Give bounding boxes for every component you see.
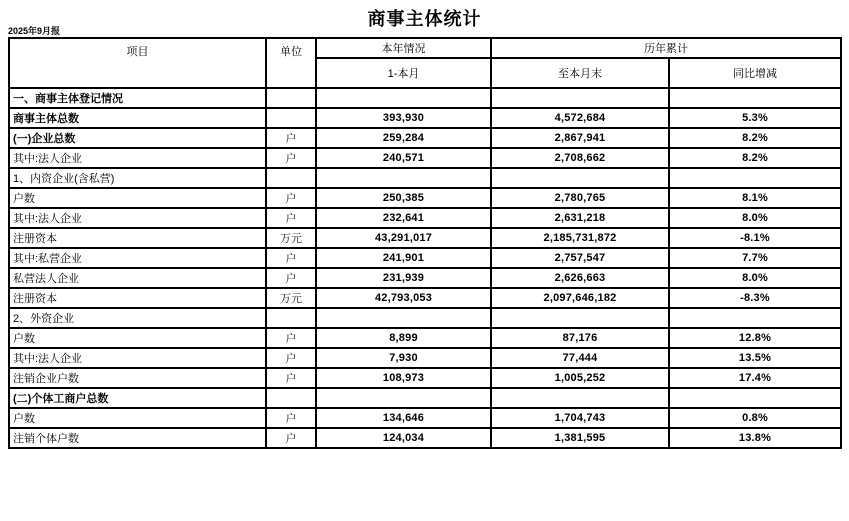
value-this-month: 134,646 bbox=[316, 408, 491, 428]
value-yoy: 8.1% bbox=[669, 188, 841, 208]
row-unit bbox=[266, 88, 316, 108]
table-row bbox=[9, 188, 841, 208]
row-unit: 万元 bbox=[266, 228, 316, 248]
row-label: 注册资本 bbox=[9, 288, 266, 308]
value-this-month bbox=[316, 88, 491, 108]
row-unit: 万元 bbox=[266, 288, 316, 308]
value-this-month bbox=[316, 168, 491, 188]
value-yoy: 8.0% bbox=[669, 268, 841, 288]
table-row bbox=[9, 348, 841, 368]
header-item: 项目 bbox=[9, 38, 266, 88]
value-month-end: 2,097,646,182 bbox=[491, 288, 669, 308]
table-row bbox=[9, 148, 841, 168]
table-row bbox=[9, 168, 841, 188]
row-label: 其中:法人企业 bbox=[9, 148, 266, 168]
row-unit: 户 bbox=[266, 348, 316, 368]
table-row bbox=[9, 388, 841, 408]
table-row bbox=[9, 228, 841, 248]
row-unit bbox=[266, 388, 316, 408]
row-unit: 户 bbox=[266, 208, 316, 228]
value-yoy: 12.8% bbox=[669, 328, 841, 348]
value-month-end: 1,704,743 bbox=[491, 408, 669, 428]
header-sub-this-month: 1-本月 bbox=[316, 58, 491, 88]
value-month-end bbox=[491, 308, 669, 328]
value-this-month: 250,385 bbox=[316, 188, 491, 208]
row-label: 注销个体户数 bbox=[9, 428, 266, 448]
value-this-month: 232,641 bbox=[316, 208, 491, 228]
value-this-month: 393,930 bbox=[316, 108, 491, 128]
table-row bbox=[9, 368, 841, 388]
period-label: 2025年9月报 bbox=[8, 26, 61, 36]
value-month-end: 2,631,218 bbox=[491, 208, 669, 228]
value-month-end: 2,708,662 bbox=[491, 148, 669, 168]
table-row bbox=[9, 88, 841, 108]
row-label: 其中:法人企业 bbox=[9, 208, 266, 228]
row-unit: 户 bbox=[266, 248, 316, 268]
value-yoy bbox=[669, 168, 841, 188]
value-this-month: 108,973 bbox=[316, 368, 491, 388]
row-unit: 户 bbox=[266, 408, 316, 428]
value-this-month: 240,571 bbox=[316, 148, 491, 168]
row-label: 注册资本 bbox=[9, 228, 266, 248]
row-label: 户数 bbox=[9, 188, 266, 208]
row-label: (一)企业总数 bbox=[9, 128, 266, 148]
value-month-end: 2,867,941 bbox=[491, 128, 669, 148]
row-label: 注销企业户数 bbox=[9, 368, 266, 388]
value-yoy: -8.3% bbox=[669, 288, 841, 308]
row-unit: 户 bbox=[266, 128, 316, 148]
row-label: 商事主体总数 bbox=[9, 108, 266, 128]
value-this-month: 7,930 bbox=[316, 348, 491, 368]
value-yoy: 8.0% bbox=[669, 208, 841, 228]
row-label: 1、内资企业(含私营) bbox=[9, 168, 266, 188]
row-label: 2、外资企业 bbox=[9, 308, 266, 328]
value-month-end: 2,780,765 bbox=[491, 188, 669, 208]
table-row bbox=[9, 308, 841, 328]
table-row bbox=[9, 208, 841, 228]
table-row bbox=[9, 288, 841, 308]
table-row bbox=[9, 408, 841, 428]
table-row bbox=[9, 328, 841, 348]
value-this-month bbox=[316, 308, 491, 328]
statistics-table bbox=[8, 37, 842, 449]
value-month-end bbox=[491, 388, 669, 408]
table-row bbox=[9, 248, 841, 268]
header-sub-yoy: 同比增减 bbox=[669, 58, 841, 88]
row-label: 户数 bbox=[9, 408, 266, 428]
header-sub-month-end: 至本月末 bbox=[491, 58, 669, 88]
value-month-end: 4,572,684 bbox=[491, 108, 669, 128]
value-month-end bbox=[491, 168, 669, 188]
value-yoy: -8.1% bbox=[669, 228, 841, 248]
value-yoy: 8.2% bbox=[669, 148, 841, 168]
value-yoy: 13.5% bbox=[669, 348, 841, 368]
row-label: 其中:私营企业 bbox=[9, 248, 266, 268]
row-unit: 户 bbox=[266, 368, 316, 388]
value-this-month: 231,939 bbox=[316, 268, 491, 288]
value-yoy bbox=[669, 308, 841, 328]
value-month-end: 1,005,252 bbox=[491, 368, 669, 388]
table-row bbox=[9, 428, 841, 448]
row-unit bbox=[266, 168, 316, 188]
value-this-month: 259,284 bbox=[316, 128, 491, 148]
value-yoy: 0.8% bbox=[669, 408, 841, 428]
row-unit: 户 bbox=[266, 328, 316, 348]
row-unit bbox=[266, 308, 316, 328]
value-this-month: 124,034 bbox=[316, 428, 491, 448]
value-month-end: 1,381,595 bbox=[491, 428, 669, 448]
value-this-month: 8,899 bbox=[316, 328, 491, 348]
value-yoy: 5.3% bbox=[669, 108, 841, 128]
row-label: (二)个体工商户总数 bbox=[9, 388, 266, 408]
value-this-month: 241,901 bbox=[316, 248, 491, 268]
value-yoy: 17.4% bbox=[669, 368, 841, 388]
value-month-end: 2,757,547 bbox=[491, 248, 669, 268]
value-yoy bbox=[669, 388, 841, 408]
table-header bbox=[9, 38, 841, 88]
table-row bbox=[9, 128, 841, 148]
header-this-year: 本年情况 bbox=[316, 38, 491, 58]
value-yoy bbox=[669, 88, 841, 108]
table-body bbox=[9, 88, 841, 448]
header-cumulative: 历年累计 bbox=[491, 38, 841, 58]
row-label: 一、商事主体登记情况 bbox=[9, 88, 266, 108]
page-title: 商事主体统计 bbox=[367, 9, 482, 29]
value-month-end: 87,176 bbox=[491, 328, 669, 348]
value-month-end bbox=[491, 88, 669, 108]
header-unit: 单位 bbox=[266, 38, 316, 88]
value-this-month: 43,291,017 bbox=[316, 228, 491, 248]
value-month-end: 2,626,663 bbox=[491, 268, 669, 288]
row-unit: 户 bbox=[266, 268, 316, 288]
value-this-month bbox=[316, 388, 491, 408]
row-unit bbox=[266, 108, 316, 128]
row-label: 其中:法人企业 bbox=[9, 348, 266, 368]
value-yoy: 13.8% bbox=[669, 428, 841, 448]
value-yoy: 8.2% bbox=[669, 128, 841, 148]
row-label: 私营法人企业 bbox=[9, 268, 266, 288]
value-month-end: 2,185,731,872 bbox=[491, 228, 669, 248]
table-row bbox=[9, 268, 841, 288]
value-month-end: 77,444 bbox=[491, 348, 669, 368]
row-unit: 户 bbox=[266, 148, 316, 168]
row-label: 户数 bbox=[9, 328, 266, 348]
row-unit: 户 bbox=[266, 188, 316, 208]
row-unit: 户 bbox=[266, 428, 316, 448]
table-row bbox=[9, 108, 841, 128]
value-yoy: 7.7% bbox=[669, 248, 841, 268]
value-this-month: 42,793,053 bbox=[316, 288, 491, 308]
